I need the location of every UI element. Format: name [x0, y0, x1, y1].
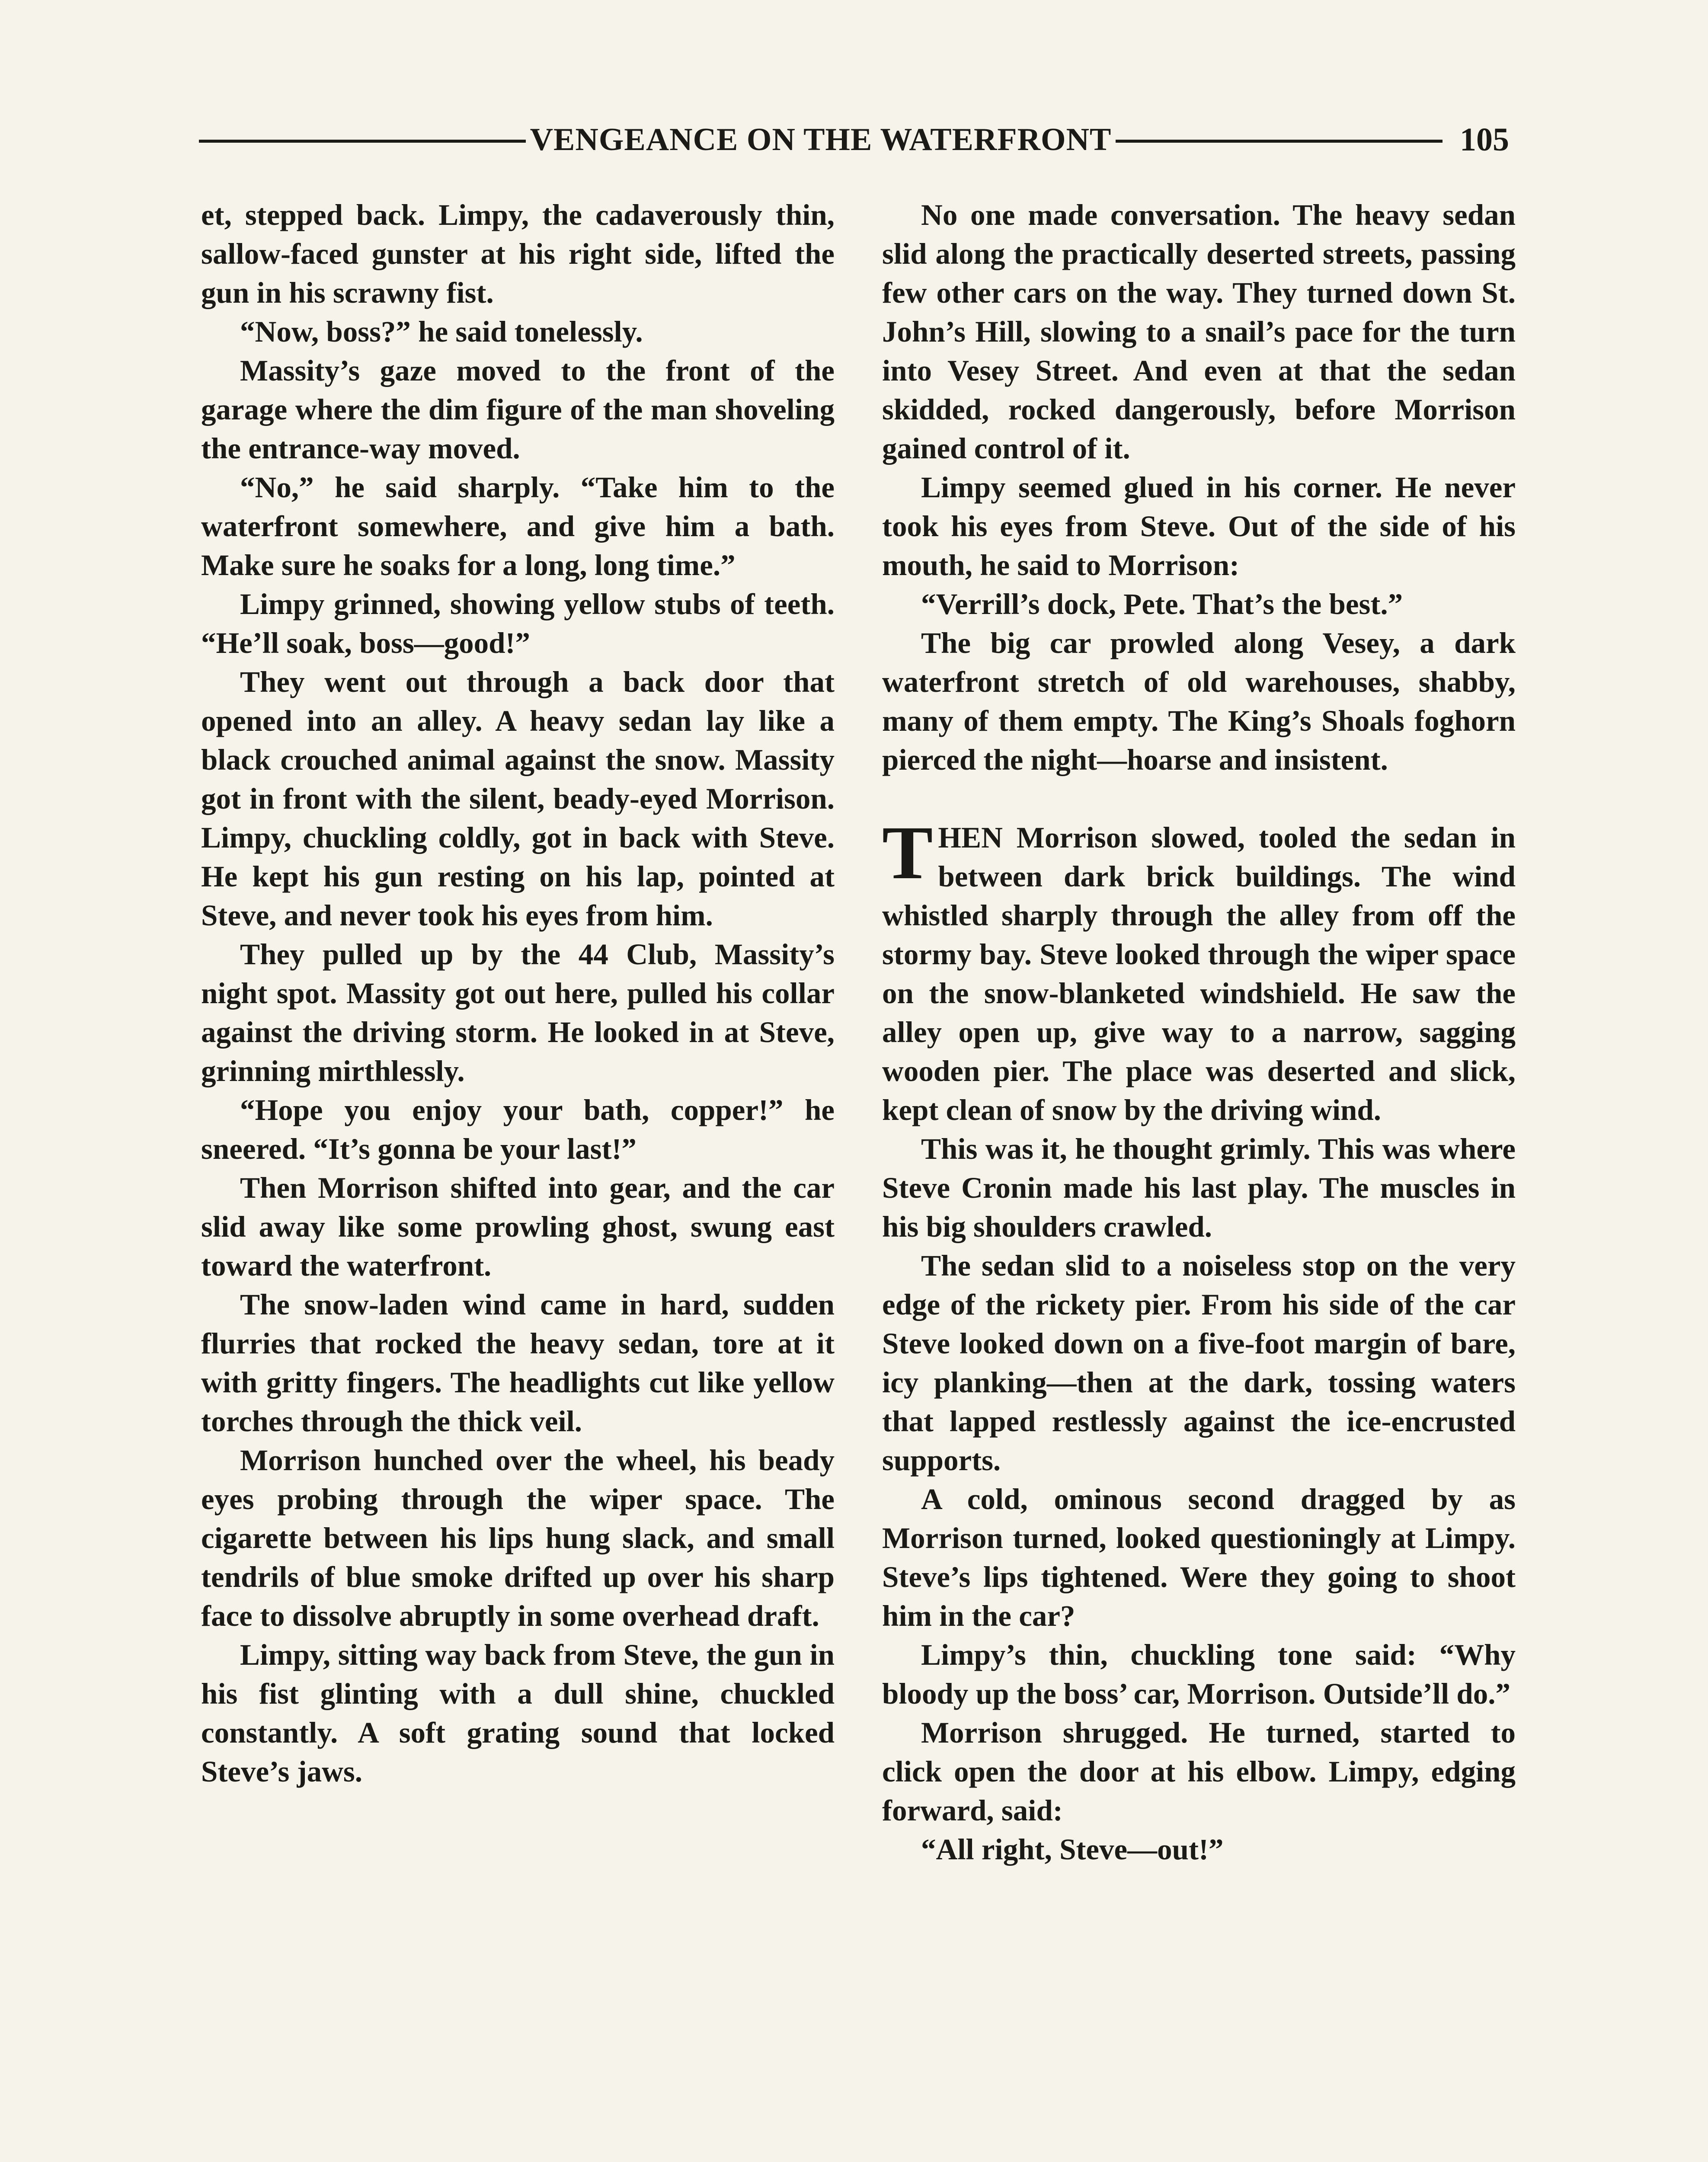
paragraph: This was it, he thought grimly. This was where Steve Cronin made his last play. The muscles in his big shoulders crawled.	[882, 1132, 1516, 1243]
section-opening-text: HEN Morrison slowed, tooled the sedan in between dark brick buildings. The wind whistled sharply through the alley from off the stormy bay. Steve looked through the wiper space on the snow-blanketed windshield. He saw the alley open up, give way to a narrow, sagging wooden pier. The place was deserted and slick, kept clean of snow by the driving wind.	[882, 821, 1516, 1126]
paragraph: Morrison shrugged. He turned, started to click open the door at his elbow. Limpy, edging forward, said:	[882, 1716, 1516, 1827]
drop-cap: T	[882, 811, 933, 895]
paragraph: Then Morrison shifted into gear, and the car slid away like some prowling ghost, swung east toward the waterfront.	[201, 1171, 835, 1282]
left-text-column	[201, 195, 835, 1791]
paragraph: “Now, boss?” he said tonelessly.	[240, 315, 643, 348]
header-rule-left	[199, 140, 526, 143]
paragraph: The snow-laden wind came in hard, sudden flurries that rocked the heavy sedan, tore at it with gritty fingers. The headlights cut like yellow torches through the thick veil.	[201, 1288, 835, 1438]
paragraph: “Verrill’s dock, Pete. That’s the best.”	[921, 588, 1403, 620]
paragraph: “All right, Steve—out!”	[921, 1833, 1224, 1866]
paragraph: et, stepped back. Limpy, the cadaverously thin, sallow-faced gunster at his right side, lifted the gun in his scrawny fist.	[201, 198, 835, 309]
paragraph: “No,” he said sharply. “Take him to the waterfront somewhere, and give him a bath. Make sure he soaks for a long, long time.”	[201, 471, 835, 582]
paragraph: Limpy, sitting way back from Steve, the gun in his fist glinting with a dull shine, chuckled constantly. A soft grating sound that locked Steve’s jaws.	[201, 1638, 835, 1788]
paragraph: Limpy’s thin, chuckling tone said: “Why bloody up the boss’ car, Morrison. Outside’ll do.”	[882, 1638, 1516, 1710]
section-opening-paragraph	[882, 811, 1516, 1129]
paragraph: They pulled up by the 44 Club, Massity’s night spot. Massity got out here, pulled his collar against the driving storm. He looked in at Steve, grinning mirthlessly.	[201, 938, 835, 1087]
paragraph: They went out through a back door that opened into an alley. A heavy sedan lay like a black crouched animal against the snow. Massity got in front with the silent, beady-eyed Morrison. Limpy, chuckling coldly, got in back with Steve. He kept his gun resting on his lap, pointed at Steve, and never took his eyes from him.	[201, 665, 835, 932]
header-rule-right	[1116, 140, 1443, 143]
paragraph: The big car prowled along Vesey, a dark waterfront stretch of old warehouses, shabby, many of them empty. The King’s Shoals foghorn pierced the night—hoarse and insistent.	[882, 627, 1516, 776]
paragraph: Massity’s gaze moved to the front of the garage where the dim figure of the man shoveling the entrance-way moved.	[201, 354, 835, 465]
right-text-column	[882, 195, 1516, 1869]
paragraph: No one made conversation. The heavy sedan slid along the practically deserted streets, passing few other cars on the way. They turned down St. John’s Hill, slowing to a snail’s pace for the turn into Vesey Street. And even at that the sedan skidded, rocked dangerously, before Morrison gained control of it.	[882, 198, 1516, 465]
page-number: 105	[1460, 121, 1509, 158]
paragraph: Morrison hunched over the wheel, his beady eyes probing through the wiper space. The cigarette between his lips hung slack, and small tendrils of blue smoke drifted up over his sharp face to dissolve abruptly in some overhead draft.	[201, 1444, 835, 1632]
paragraph: Limpy grinned, showing yellow stubs of teeth. “He’ll soak, boss—good!”	[201, 588, 835, 659]
running-header	[199, 116, 1509, 163]
story-title: VENGEANCE ON THE WATERFRONT	[530, 122, 1112, 157]
paragraph: A cold, ominous second dragged by as Morrison turned, looked questioningly at Limpy. Steve’s lips tightened. Were they going to shoot him in the car?	[882, 1483, 1516, 1632]
paragraph: “Hope you enjoy your bath, copper!” he sneered. “It’s gonna be your last!”	[201, 1094, 835, 1165]
paragraph: The sedan slid to a noiseless stop on the very edge of the rickety pier. From his side of the car Steve looked down on a five-foot margin of bare, icy planking—then at the dark, tossing waters that lapped restlessly against the ice-encrusted supports.	[882, 1249, 1516, 1477]
paragraph: Limpy seemed glued in his corner. He never took his eyes from Steve. Out of the side of his mouth, he said to Morrison:	[882, 471, 1516, 582]
